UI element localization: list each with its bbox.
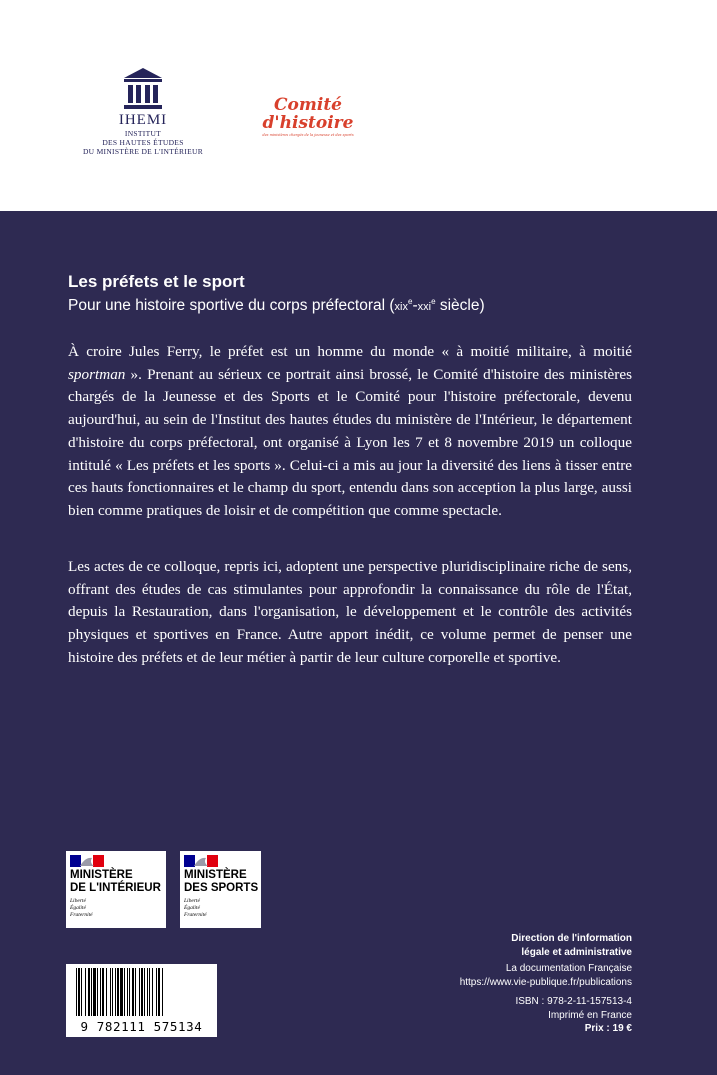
marianne-flag-icon bbox=[184, 855, 218, 867]
isbn: ISBN : 978-2-11-157513-4 bbox=[515, 996, 632, 1007]
century-start: xix bbox=[394, 301, 408, 314]
comite-histoire-logo bbox=[262, 96, 354, 138]
docfr-name: La documentation Française bbox=[505, 963, 632, 974]
ihemi-line2: DES HAUTES ÉTUDES bbox=[102, 138, 184, 147]
motto-fraternite: Fraternité bbox=[70, 912, 93, 918]
barcode-bar bbox=[93, 968, 96, 1016]
barcode-bar bbox=[97, 968, 98, 1016]
comite-line1: Comité bbox=[274, 95, 342, 115]
blurb-p1-start: À croire Jules Ferry, le préfet est un homme du monde « à moitié militaire, à moitié bbox=[68, 343, 632, 360]
barcode-bars bbox=[66, 964, 217, 1020]
barcode-bar bbox=[141, 968, 143, 1016]
motto-liberte: Liberté bbox=[70, 898, 86, 904]
ministere-sports-logo bbox=[180, 851, 261, 928]
century-end: xxi bbox=[417, 301, 432, 314]
barcode-bar bbox=[91, 968, 92, 1016]
ihemi-line1: INSTITUT bbox=[124, 129, 162, 138]
barcode-bar bbox=[115, 968, 116, 1016]
printed-in: Imprimé en France bbox=[548, 1009, 632, 1021]
blurb-paragraph-2: Les actes de ce colloque, repris ici, adoptent une perspective pluridisciplinaire riche de sens, offrant des études de cas stimulantes pour approfondir la connaissance du rôle de l'État, depuis la Restauration, dans l'organisation, le développement et le contrôle des activités physiques et sportives en France. Autre apport inédit, ce volume permet de penser une histoire des préfets et de leur métier à partir de leur culture corporelle et sportive. bbox=[68, 558, 632, 666]
barcode-bar bbox=[127, 968, 128, 1016]
barcode-bar bbox=[102, 968, 104, 1016]
publisher-block bbox=[380, 962, 632, 989]
barcode-bar bbox=[135, 968, 136, 1016]
barcode-bar bbox=[117, 968, 119, 1016]
price: Prix : 19 € bbox=[584, 1023, 632, 1034]
comite-tagline: des ministères chargés de la jeunesse et des sports bbox=[262, 133, 354, 137]
barcode-bar bbox=[162, 968, 163, 1016]
barcode-bar bbox=[100, 968, 101, 1016]
isbn-block bbox=[380, 995, 632, 1036]
dila-line1: Direction de l'information bbox=[511, 933, 632, 944]
motto-liberte: Liberté bbox=[184, 898, 200, 904]
subtitle-suffix: siècle) bbox=[435, 297, 485, 315]
barcode-bar bbox=[156, 968, 157, 1016]
barcode-bar bbox=[132, 968, 134, 1016]
barcode-bar bbox=[88, 968, 90, 1016]
ministry-interieur-line1: MINISTÈRE bbox=[70, 869, 133, 881]
barcode-bar bbox=[144, 968, 145, 1016]
ministry-interieur-line2: DE L'INTÉRIEUR bbox=[70, 882, 161, 894]
blurb-p1-end: ». Prenant au sérieux ce portrait ainsi brossé, le Comité d'histoire des ministères chargés de la Jeunesse et des Sports et le Comité pour l'histoire préfectorale, devenu aujourd'hui, au sein de l'Institut des hautes études du ministère de l'Intérieur, le département d'histoire du corps préfectoral, ont organisé à Lyon les 7 et 8 novembre 2019 un colloque intitulé « Les préfets et les sports ». Celui-ci a mis au jour la diversité des liens à tisser entre ces hauts fonctionnaires et le champ du sport, entendu dans son acception la plus large, aussi bien comme pratiques de loisir et de compétition que comme spectacle. bbox=[68, 365, 632, 519]
barcode-digits: 9 782111 575134 bbox=[80, 1019, 203, 1034]
century-end-sup: e bbox=[431, 297, 436, 306]
ihemi-acronym: IHEMI bbox=[118, 112, 168, 128]
publisher-url: https://www.vie-publique.fr/publications bbox=[459, 976, 632, 988]
motto-fraternite: Fraternité bbox=[184, 912, 207, 918]
ministere-interieur-logo bbox=[66, 851, 166, 928]
dila-name bbox=[380, 932, 632, 959]
century-dash: - bbox=[412, 297, 418, 315]
barcode-bar bbox=[158, 968, 160, 1016]
blurb-p1-emphasis: sportman bbox=[68, 365, 126, 383]
barcode-bar bbox=[85, 968, 86, 1016]
barcode-bar bbox=[81, 968, 82, 1016]
barcode-bar bbox=[124, 968, 125, 1016]
motto-egalite: Égalité bbox=[70, 905, 86, 911]
comite-line2: d'histoire bbox=[262, 113, 354, 133]
ministry-sports-line1: MINISTÈRE bbox=[184, 869, 247, 881]
ministry-sports-line2: DES SPORTS bbox=[184, 882, 259, 894]
marianne-flag-icon bbox=[70, 855, 104, 867]
barcode-bar bbox=[152, 968, 153, 1016]
book-title: Les préfets et le sport bbox=[68, 272, 245, 291]
motto-egalite: Égalité bbox=[184, 905, 200, 911]
book-subtitle bbox=[68, 297, 485, 315]
barcode-bar bbox=[110, 968, 111, 1016]
barcode-bar bbox=[129, 968, 130, 1016]
barcode-bar bbox=[76, 968, 77, 1016]
subtitle-prefix: Pour une histoire sportive du corps préfectoral ( bbox=[68, 297, 395, 315]
ihemi-logo bbox=[78, 66, 208, 156]
barcode-bar bbox=[106, 968, 107, 1016]
barcode bbox=[66, 964, 217, 1037]
ihemi-line3: DU MINISTÈRE DE L'INTÉRIEUR bbox=[82, 147, 204, 156]
barcode-bar bbox=[147, 968, 148, 1016]
dila-line2: légale et administrative bbox=[521, 946, 632, 958]
century-start-sup: e bbox=[407, 297, 413, 306]
barcode-bar bbox=[149, 968, 150, 1016]
barcode-bar bbox=[139, 968, 140, 1016]
barcode-bar bbox=[78, 968, 80, 1016]
blurb-paragraph-1 bbox=[68, 341, 632, 523]
building-icon bbox=[121, 66, 165, 110]
barcode-bar bbox=[120, 968, 123, 1016]
barcode-bar bbox=[112, 968, 113, 1016]
